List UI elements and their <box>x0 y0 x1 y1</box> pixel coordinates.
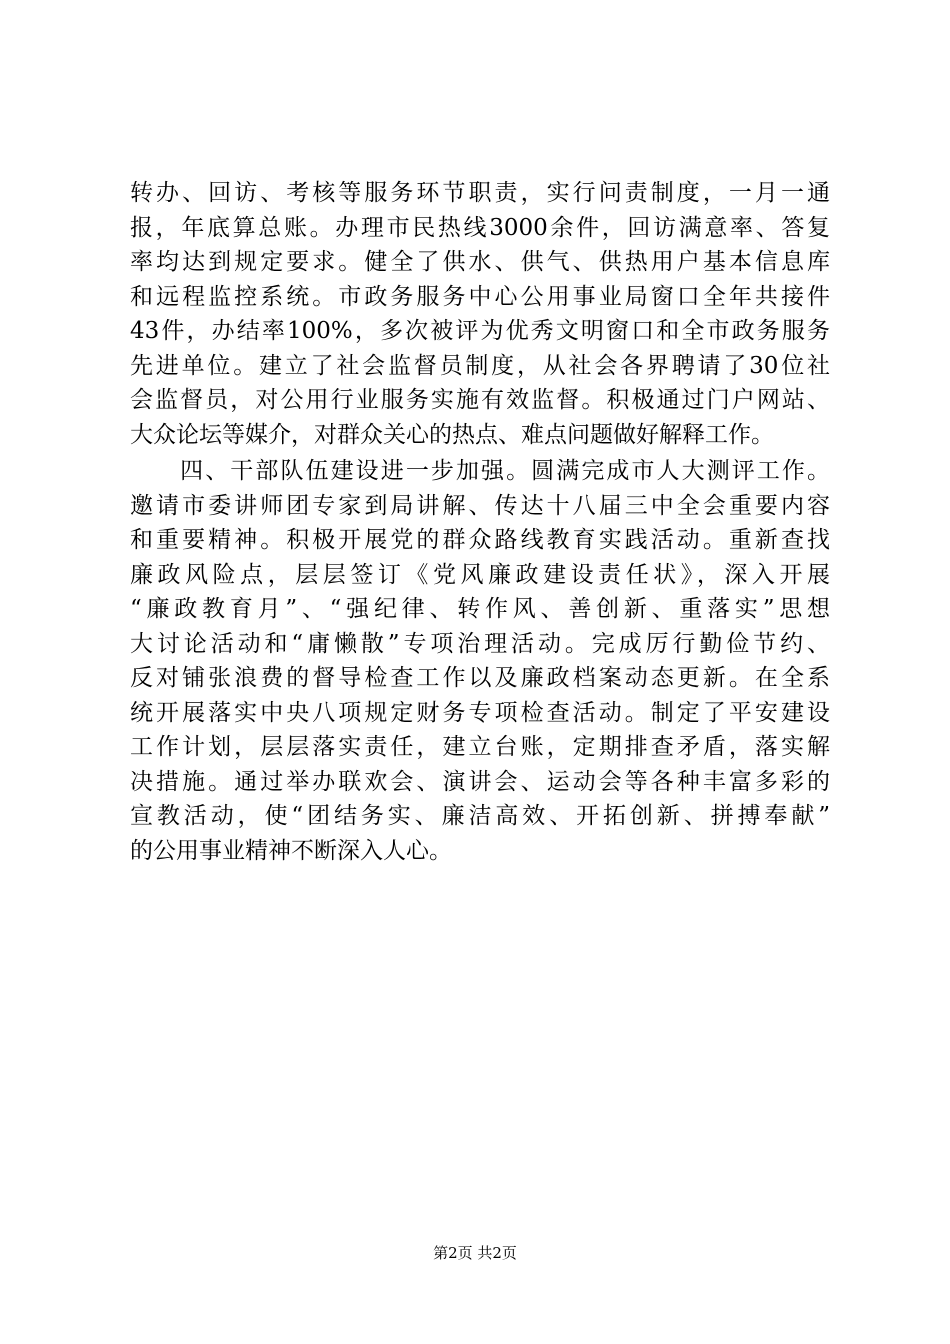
text-line: 的公用事业精神不断深入人心。 <box>130 837 452 864</box>
text-line: 43件，办结率100%，多次被评为优秀文明窗口和全市政务服务 <box>130 318 830 344</box>
text-line: 邀请市委讲师团专家到局讲解、传达十八届三中全会重要内容 <box>130 492 830 519</box>
text-line: 四、干部队伍建设进一步加强。圆满完成市人大测评工作。 <box>130 458 830 484</box>
text-line: 转办、回访、考核等服务环节职责，实行问责制度，一月一通 <box>130 180 830 206</box>
text-line: 大讨论活动和“庸懒散”专项治理活动。完成厉行勤俭节约、 <box>130 630 830 657</box>
text-line: 宣教活动，使“团结务实、廉洁高效、开拓创新、拼搏奉献” <box>130 803 830 829</box>
text-line: 率均达到规定要求。健全了供水、供气、供热用户基本信息库 <box>130 249 830 275</box>
text-line: 反对铺张浪费的督导检查工作以及廉政档案动态更新。在全系 <box>130 665 830 691</box>
page-number-footer: 第2页 共2页 <box>433 1244 517 1262</box>
text-line: 廉政风险点，层层签订《党风廉政建设责任状》，深入开展 <box>130 561 830 588</box>
text-line: 会监督员，对公用行业服务实施有效监督。积极通过门户网站、 <box>130 387 830 413</box>
text-line: 和重要精神。积极开展党的群众路线教育实践活动。重新查找 <box>130 527 830 553</box>
text-line: “廉政教育月”、“强纪律、转作风、善创新、重落实”思想 <box>130 596 830 622</box>
text-line: 工作计划，层层落实责任，建立台账，定期排查矛盾，落实解 <box>130 734 830 760</box>
text-line: 先进单位。建立了社会监督员制度，从社会各界聘请了30位社 <box>130 352 830 379</box>
text-line: 统开展落实中央八项规定财务专项检查活动。制定了平安建设 <box>130 699 830 726</box>
text-line: 大众论坛等媒介，对群众关心的热点、难点问题做好解释工作。 <box>130 421 774 448</box>
text-line: 报，年底算总账。办理市民热线3000余件，回访满意率、答复 <box>130 214 830 241</box>
text-line: 和远程监控系统。市政务服务中心公用事业局窗口全年共接件 <box>130 283 830 310</box>
paragraph-service-supervision <box>130 176 830 452</box>
paragraph-cadre-team-building <box>130 454 830 868</box>
text-line: 决措施。通过举办联欢会、演讲会、运动会等各种丰富多彩的 <box>130 768 830 795</box>
